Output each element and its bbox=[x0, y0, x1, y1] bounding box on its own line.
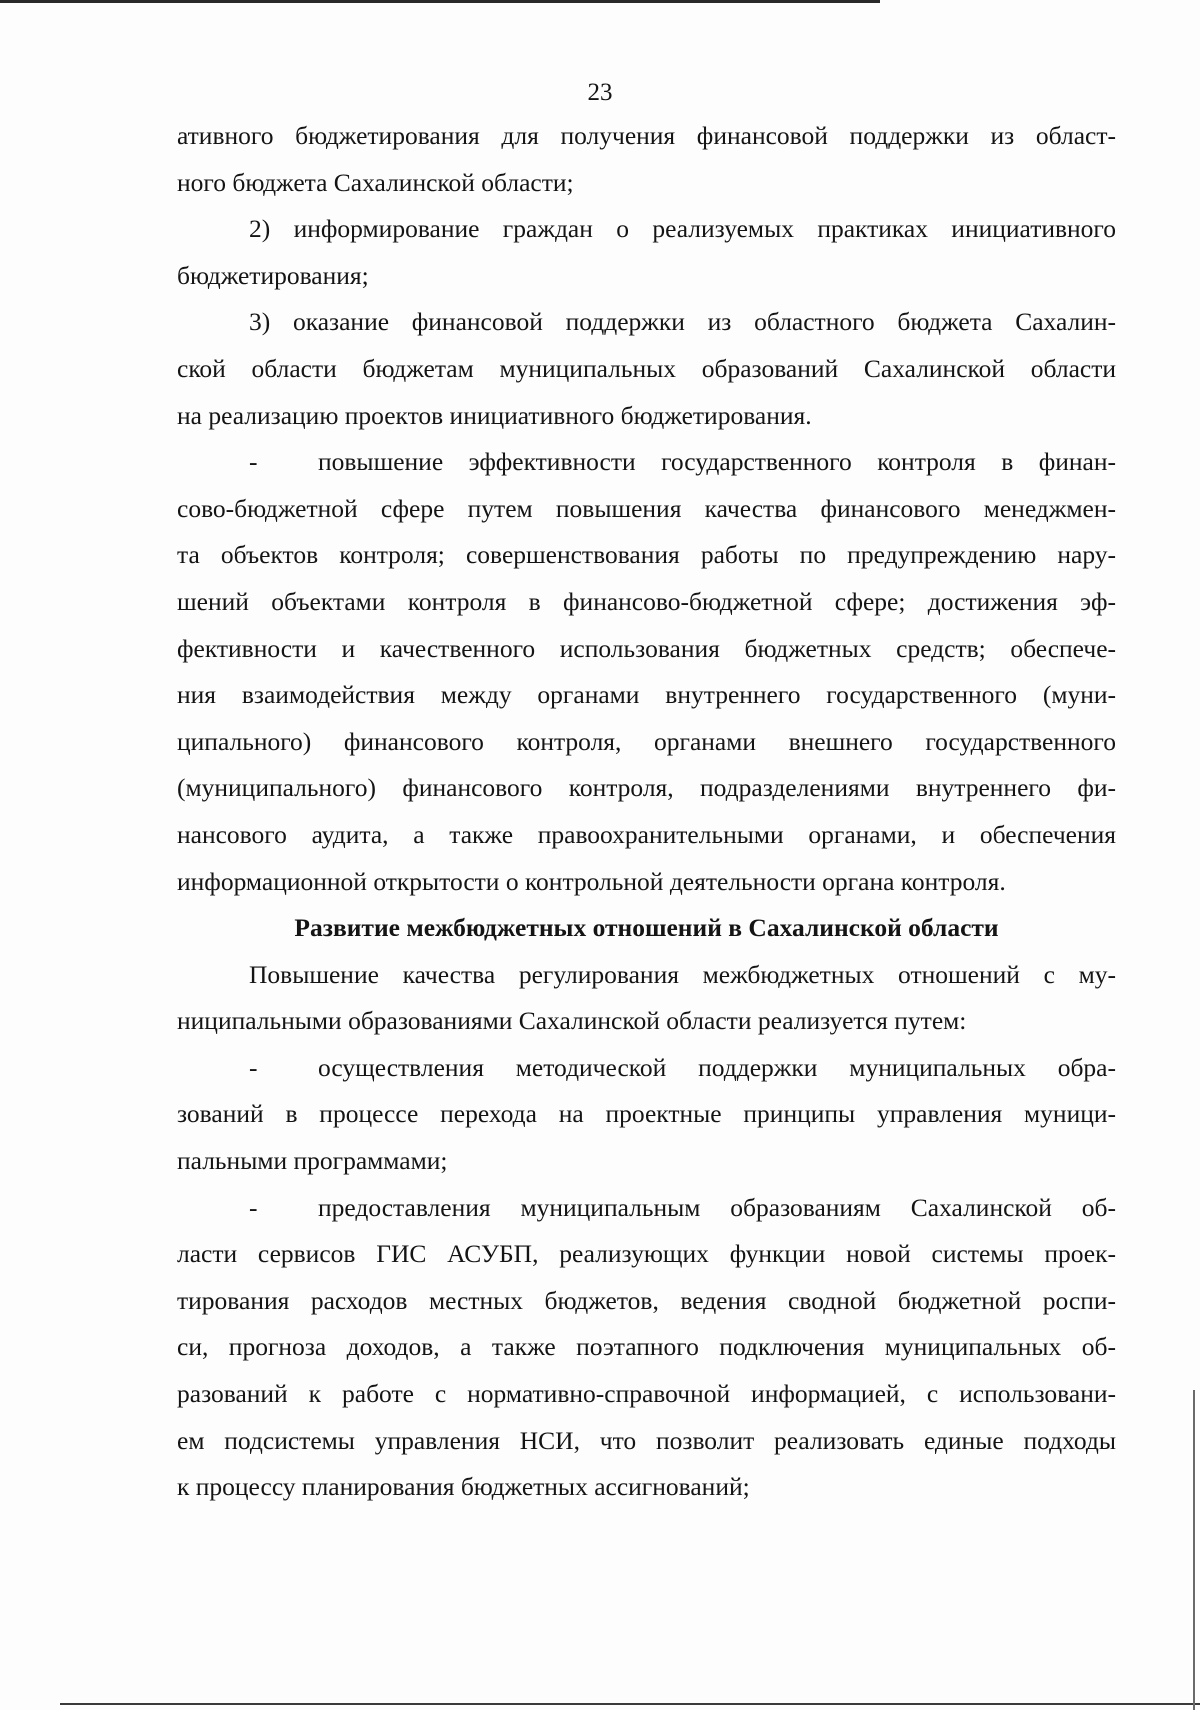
text-line: фективности и качественного использования бюджетных средств; обеспече- bbox=[177, 633, 1116, 663]
text-line: си, прогноза доходов, а также поэтапного подключения муниципальных об- bbox=[177, 1332, 1116, 1362]
bullet-dash: - bbox=[249, 447, 258, 477]
bullet-dash: - bbox=[249, 1192, 258, 1222]
text-line: нансового аудита, а также правоохранительными органами, и обеспечения bbox=[177, 819, 1116, 849]
text-line: ативного бюджетирования для получения финансовой поддержки из област- bbox=[177, 121, 1116, 150]
paragraph-start: Повышение качества регулирования межбюджетных отношений с му- bbox=[249, 959, 1116, 989]
text-line: разований к работе с нормативно-справочной информацией, с использовани- bbox=[177, 1379, 1116, 1409]
text-line: ния взаимодействия между органами внутреннего государственного (муни- bbox=[177, 680, 1116, 710]
text-line: ской области бюджетам муниципальных образований Сахалинской области bbox=[177, 353, 1116, 383]
text-line: ного бюджета Сахалинской области; bbox=[177, 167, 574, 197]
bullet-text: повышение эффективности государственного контроля в финан- bbox=[318, 447, 1116, 477]
bottom-scan-border bbox=[60, 1703, 1200, 1705]
text-line: пальными программами; bbox=[177, 1146, 448, 1176]
page-number: 23 bbox=[587, 79, 613, 106]
text-line: информационной открытости о контрольной деятельности органа контроля. bbox=[177, 866, 1006, 896]
text-line: ем подсистемы управления НСИ, что позволит реализовать единые подходы bbox=[177, 1425, 1116, 1455]
list-item-2: 2) информирование граждан о реализуемых практиках инициативного bbox=[249, 214, 1116, 244]
body-text bbox=[177, 113, 1116, 1511]
top-scan-border bbox=[0, 0, 880, 3]
text-line: тирования расходов местных бюджетов, ведения сводной бюджетной роспи- bbox=[177, 1285, 1116, 1315]
bullet-dash: - bbox=[249, 1052, 258, 1082]
text-line: к процессу планирования бюджетных ассигнований; bbox=[177, 1472, 750, 1502]
text-line: на реализацию проектов инициативного бюджетирования. bbox=[177, 400, 812, 430]
text-line: шений объектами контроля в финансово-бюджетной сфере; достижения эф- bbox=[177, 586, 1116, 616]
right-scan-border bbox=[1193, 1390, 1195, 1710]
text-line: ципального) финансового контроля, органами внешнего государственного bbox=[177, 726, 1116, 756]
bullet-text: предоставления муниципальным образованиям Сахалинской об- bbox=[318, 1192, 1116, 1222]
text-line: зований в процессе перехода на проектные принципы управления муници- bbox=[177, 1099, 1116, 1129]
bullet-item-methodical-support bbox=[177, 1045, 1116, 1092]
bullet-text: осуществления методической поддержки муниципальных обра- bbox=[318, 1052, 1116, 1082]
section-heading: Развитие межбюджетных отношений в Сахалинской области bbox=[294, 913, 999, 943]
text-line: сово-бюджетной сфере путем повышения качества финансового менеджмен- bbox=[177, 493, 1116, 523]
bullet-item-control bbox=[177, 439, 1116, 486]
list-item-3: 3) оказание финансовой поддержки из областного бюджета Сахалин- bbox=[249, 307, 1116, 337]
text-line: ласти сервисов ГИС АСУБП, реализующих функции новой системы проек- bbox=[177, 1239, 1116, 1269]
text-line: та объектов контроля; совершенствования работы по предупреждению нару- bbox=[177, 540, 1116, 570]
text-line: бюджетирования; bbox=[177, 260, 369, 290]
text-line: (муниципального) финансового контроля, подразделениями внутреннего фи- bbox=[177, 773, 1116, 803]
bullet-item-gis-services bbox=[177, 1185, 1116, 1232]
text-line: ниципальными образованиями Сахалинской области реализуется путем: bbox=[177, 1006, 967, 1036]
